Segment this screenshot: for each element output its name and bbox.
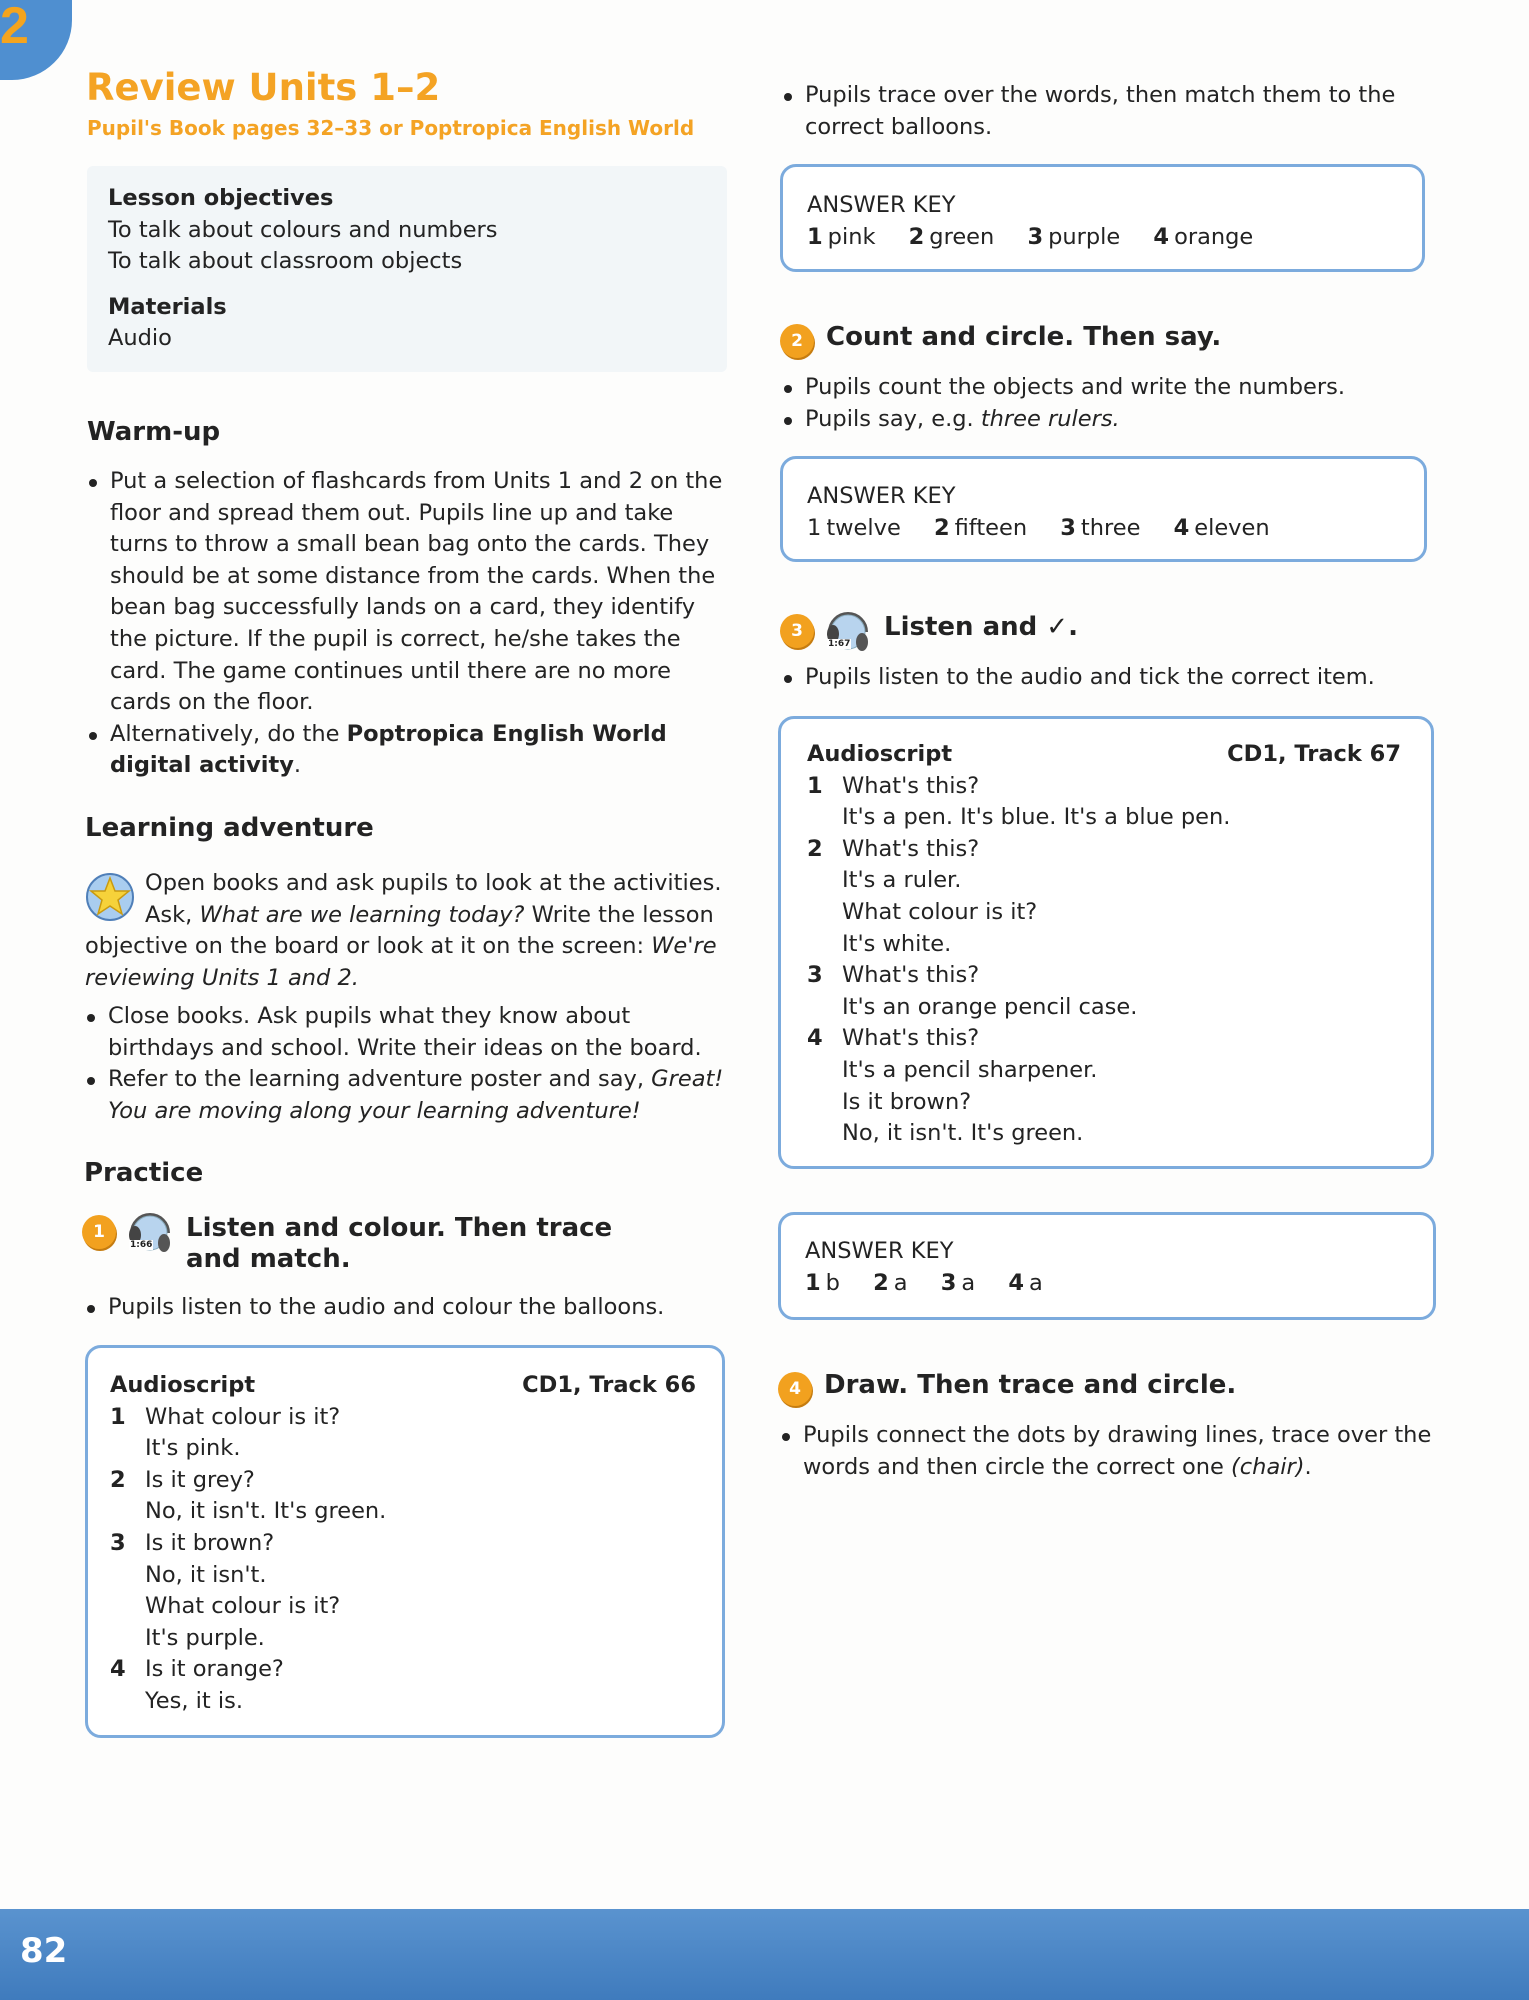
answer-value: twelve [826,514,901,541]
audioscript-item [807,960,1401,1023]
list-item [85,1064,730,1127]
audioscript-heading: Audioscript [110,1372,256,1398]
script-line: It's white. [842,930,952,957]
script-line: What's this? [842,1025,980,1052]
objective-item: To talk about classroom objects [108,248,463,275]
answer-number: 2 [908,223,925,250]
answer-value: b [825,1269,840,1296]
activity-2-list [782,372,1422,435]
audioscript-heading: Audioscript [807,741,953,767]
bold-text: Poptropica English World digital activity [110,720,667,779]
answer-value: a [961,1269,976,1296]
materials-value: Audio [108,325,172,352]
item-number: 3 [110,1529,126,1556]
script-line: What's this? [842,772,980,799]
unit-tab [0,0,72,80]
track-label: 1:67 [828,639,851,649]
answer-key-box-3 [778,1212,1436,1320]
script-line: It's pink. [145,1435,241,1462]
activity-1-list [85,1292,730,1324]
practice-heading: Practice [84,1158,204,1188]
answer-key-heading: ANSWER KEY [805,1238,954,1264]
item-number: 4 [807,1025,823,1052]
answer-number: 4 [1173,514,1190,541]
item-number: 1 [110,1403,126,1430]
adventure-list [85,1001,730,1127]
objective-item: To talk about colours and numbers [108,216,498,243]
answer-value: purple [1048,223,1121,250]
list-item: Close books. Ask pupils what they know about birthdays and school. Write their ideas on the board. [85,1001,730,1064]
item-number: 2 [807,835,823,862]
text: . [293,752,302,779]
headphones-icon [122,1203,178,1259]
page-footer [0,1909,1529,2000]
answer-value: a [893,1269,908,1296]
adventure-heading: Learning adventure [85,813,374,843]
warmup-heading: Warm-up [87,417,221,447]
track-label: 1:66 [130,1240,153,1250]
activity-title: Listen and ✓. [884,612,1078,642]
answer-number: 2 [873,1269,889,1296]
script-line: What's this? [842,962,980,989]
answer-number: 1 [805,1269,821,1296]
audioscript-item [807,834,1401,960]
audioscript-item [110,1402,696,1465]
answer-number: 1 [807,223,823,250]
activity-number-badge: 3 [780,614,814,648]
page-subtitle: Pupil's Book pages 32–33 or Poptropica English World [87,116,695,140]
list-item: Pupils listen to the audio and tick the correct item. [782,662,1422,694]
list-item: Pupils count the objects and write the numbers. [782,372,1422,404]
answer-value: pink [827,223,876,250]
text: Open books and ask pupils to look at the activities. Ask, [145,870,722,928]
list-item: Put a selection of flashcards from Units 1 and 2 on the floor and spread them out. Pupils line up and take turns to throw a small bean bag onto the cards. They should be at some distance from the cards. When the bean bag successfully lands on a card, they identify the picture. If the pupil is correct, he/she takes the card. The game continues until there are no more cards on the floor. [87,466,732,719]
activity-2-heading [780,322,1221,358]
audioscript-box-track-67 [778,716,1434,1169]
text: Pupils connect the dots by drawing lines, trace over the words and then circle the correct one [803,1422,1432,1480]
text: Pupils say, e.g. [805,405,981,432]
script-line: Is it grey? [145,1466,255,1493]
page-number: 82 [20,1931,68,1971]
script-line: Is it brown? [842,1088,972,1115]
list-item: Pupils trace over the words, then match them to the correct balloons. [782,80,1422,143]
warmup-list [87,466,732,782]
answer-number: 2 [933,514,950,541]
answer-number: 4 [1153,223,1170,250]
audioscript-box-track-66 [85,1345,725,1738]
item-number: 1 [807,772,823,799]
activity-title: Draw. Then trace and circle. [824,1370,1237,1400]
activity-4-heading [778,1370,1236,1406]
answer-key-row [807,513,1400,545]
script-line: It's purple. [145,1624,265,1651]
answer-key-row [805,1268,1409,1300]
list-item [780,1420,1440,1483]
list-item: Pupils listen to the audio and colour the balloons. [85,1292,730,1324]
activity-1-heading [82,1213,682,1275]
answer-number: 3 [940,1269,957,1296]
answer-value: eleven [1194,514,1270,541]
unit-number: 2 [0,0,29,55]
activity-title: Listen and colour. Then trace and match. [186,1213,613,1274]
italic-text: (chair) [1231,1453,1305,1480]
activity-number-badge: 1 [82,1215,116,1249]
answer-key-row [807,222,1398,254]
star-icon [85,872,135,922]
item-number: 4 [110,1656,126,1683]
text: Refer to the learning adventure poster and say, [108,1066,652,1093]
activity-number-badge: 4 [778,1372,812,1406]
script-line: It's a ruler. [842,867,962,894]
answer-number: 4 [1008,1269,1024,1296]
text: Alternatively, do the [110,720,347,747]
script-line: It's a pencil sharpener. [842,1056,1098,1083]
list-item [782,404,1422,436]
audioscript-item [110,1465,696,1528]
script-line: What's this? [842,835,980,862]
script-line: Is it orange? [145,1656,284,1683]
answer-value: fifteen [954,514,1028,541]
answer-number: 1 [807,514,822,541]
audioscript-item [110,1528,696,1654]
item-number: 2 [110,1466,126,1493]
item-number: 3 [807,962,823,989]
answer-key-heading: ANSWER KEY [807,483,956,509]
italic-text: We're reviewing Units 1 and 2. [85,933,717,991]
headphones-icon [820,602,876,658]
script-line: What colour is it? [145,1593,341,1620]
answer-value: three [1080,514,1141,541]
script-line: Yes, it is. [145,1687,243,1714]
answer-number: 3 [1027,223,1044,250]
activity-1-list-continued [782,80,1422,143]
activity-3-list [782,662,1422,694]
script-line: What colour is it? [145,1403,341,1430]
answer-number: 3 [1060,514,1076,541]
script-line: No, it isn't. It's green. [842,1120,1084,1147]
materials-heading: Materials [108,293,227,320]
answer-key-heading: ANSWER KEY [807,192,956,218]
italic-text: What are we learning today? [199,901,525,928]
script-line: Is it brown? [145,1529,275,1556]
objectives-heading: Lesson objectives [108,185,334,211]
audioscript-item [807,771,1401,834]
script-line: No, it isn't. [145,1561,267,1588]
text: . [1304,1453,1312,1480]
script-line: It's an orange pencil case. [842,993,1138,1020]
answer-value: a [1028,1269,1043,1296]
list-item [87,719,732,782]
activity-number-badge: 2 [780,324,814,358]
activity-3-heading [780,612,1078,658]
italic-text: three rulers. [980,405,1120,432]
adventure-intro [85,868,725,994]
track-number: CD1, Track 66 [522,1372,696,1398]
answer-value: green [929,223,995,250]
track-number: CD1, Track 67 [1227,741,1401,767]
answer-key-box-1 [780,164,1425,272]
script-line: No, it isn't. It's green. [145,1498,387,1525]
script-line: It's a pen. It's blue. It's a blue pen. [842,804,1231,831]
text: Write the lesson objective on the board or look at it on the screen: [85,901,714,960]
script-line: What colour is it? [842,898,1038,925]
answer-value: orange [1174,223,1254,250]
answer-key-box-2 [780,456,1427,562]
lesson-objectives-panel [87,166,727,372]
activity-4-list [780,1420,1440,1483]
activity-title: Count and circle. Then say. [826,322,1222,352]
audioscript-item [807,1023,1401,1149]
audioscript-item [110,1654,696,1717]
page-title: Review Units 1–2 [86,66,441,109]
italic-text: Great! You are moving along your learning adventure! [108,1066,724,1124]
